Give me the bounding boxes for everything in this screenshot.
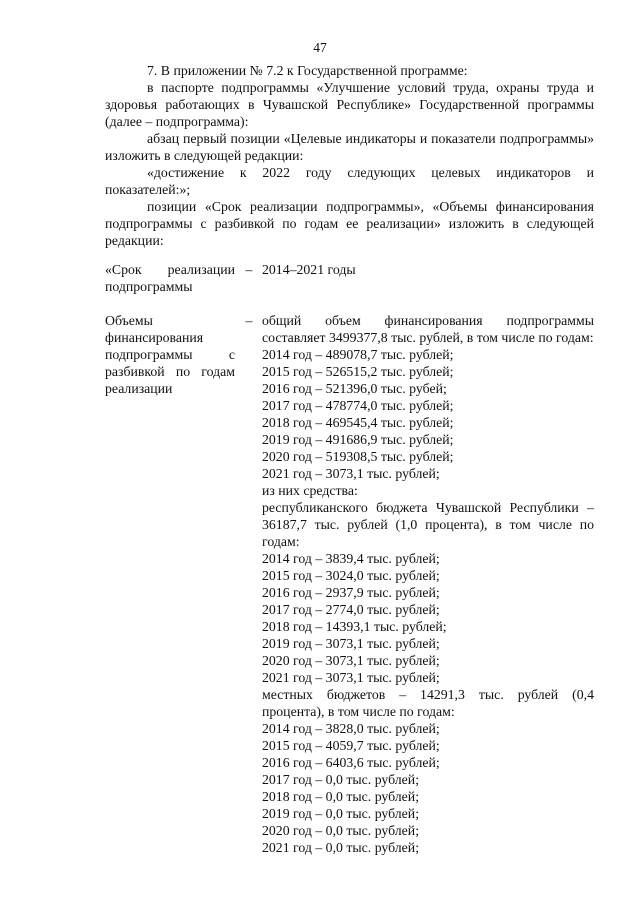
list-item: 2018 год – 469545,4 тыс. рублей;	[262, 415, 454, 430]
term-label: «Срок реализации подпрограммы	[105, 262, 235, 294]
list-item: 2021 год – 3073,1 тыс. рублей;	[262, 670, 440, 685]
paragraph-indicators: абзац первый позиции «Целевые индикаторы и показатели подпрограммы» изложить в следующей редакции:	[105, 131, 594, 163]
page-number: 47	[313, 40, 327, 55]
list-item: 2018 год – 0,0 тыс. рублей;	[262, 789, 420, 804]
funding-label: Объемы финансирования подпрограммы с разбивкой по годам реализации	[105, 313, 235, 396]
local-budgets-years	[262, 720, 594, 856]
list-item: 2019 год – 491686,9 тыс. рублей;	[262, 432, 454, 447]
list-item: 2014 год – 3839,4 тыс. рублей;	[262, 551, 440, 566]
local-budgets-text: местных бюджетов – 14291,3 тыс. рублей (0,4 процента), в том числе по годам:	[262, 687, 594, 719]
paragraph-passport: в паспорте подпрограммы «Улучшение условий труда, охраны труда и здоровья работающих в Чувашской Республике» Государственной программы (далее – подпрограмма):	[105, 80, 594, 129]
list-item: 2016 год – 6403,6 тыс. рублей;	[262, 755, 440, 770]
list-item: 2016 год – 521396,0 тыс. рубей;	[262, 381, 447, 396]
list-item: 2017 год – 2774,0 тыс. рублей;	[262, 602, 440, 617]
list-item: 2021 год – 0,0 тыс. рублей;	[262, 840, 420, 855]
funding-sources-intro: из них средства:	[262, 483, 358, 498]
list-item: 2016 год – 2937,9 тыс. рублей;	[262, 585, 440, 600]
funding-dash: –	[245, 313, 253, 328]
funding-total-intro: общий объем финансирования подпрограммы составляет 3499377,8 тыс. рублей, в том числе по годам:	[262, 313, 594, 345]
list-item: 2021 год – 3073,1 тыс. рублей;	[262, 466, 440, 481]
list-item: 2020 год – 519308,5 тыс. рублей;	[262, 449, 454, 464]
funding-value	[262, 312, 594, 856]
term-value-text: 2014–2021 годы	[262, 262, 356, 277]
list-item: 2015 год – 526515,2 тыс. рублей;	[262, 364, 454, 379]
list-item: 2014 год – 489078,7 тыс. рублей;	[262, 347, 454, 362]
paragraph-quote-achievement: «достижение к 2022 году следующих целевых индикаторов и показателей:»;	[105, 165, 594, 197]
list-item: 2017 год – 0,0 тыс. рублей;	[262, 772, 420, 787]
passport-row-funding	[105, 312, 594, 855]
list-item: 2015 год – 3024,0 тыс. рублей;	[262, 568, 440, 583]
list-item: 2020 год – 0,0 тыс. рублей;	[262, 823, 420, 838]
passport-row-term	[105, 261, 594, 297]
republic-budget-years	[262, 550, 594, 686]
intro-text	[105, 62, 594, 249]
list-item: 2017 год – 478774,0 тыс. рублей;	[262, 398, 454, 413]
paragraph-item-7: 7. В приложении № 7.2 к Государственной программе:	[147, 63, 468, 78]
funding-total-years	[262, 346, 594, 482]
term-value	[262, 261, 594, 278]
list-item: 2015 год – 4059,7 тыс. рублей;	[262, 738, 440, 753]
list-item: 2020 год – 3073,1 тыс. рублей;	[262, 653, 440, 668]
list-item: 2014 год – 3828,0 тыс. рублей;	[262, 721, 440, 736]
term-dash: –	[245, 262, 253, 277]
republic-budget-text: республиканского бюджета Чувашской Республики – 36187,7 тыс. рублей (1,0 процента), в том числе по годам:	[262, 500, 594, 549]
list-item: 2018 год – 14393,1 тыс. рублей;	[262, 619, 447, 634]
paragraph-positions: позиции «Срок реализации подпрограммы», «Объемы финансирования подпрограммы с разбивкой по годам ее реализации» изложить в следующей редакции:	[105, 199, 594, 248]
list-item: 2019 год – 0,0 тыс. рублей;	[262, 806, 420, 821]
list-item: 2019 год – 3073,1 тыс. рублей;	[262, 636, 440, 651]
